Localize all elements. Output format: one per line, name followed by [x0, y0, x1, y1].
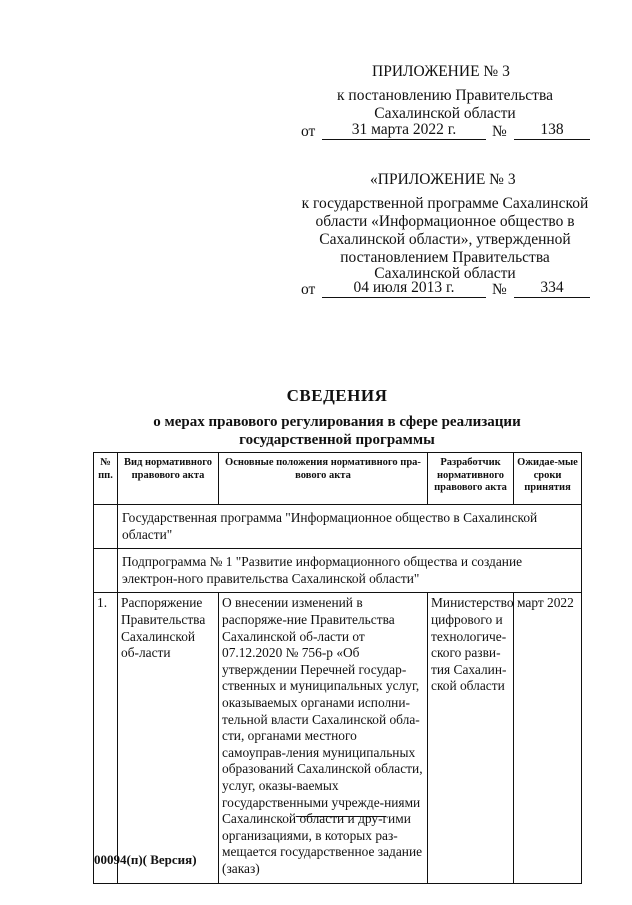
- col-header-num: № пп.: [94, 453, 118, 505]
- resolution-number-label: №: [492, 123, 507, 140]
- appendix-line-1: к государственной программе Сахалинской: [301, 195, 589, 212]
- row-developer: Министерство цифрового и технологиче-ского разви-тия Сахалин-ской области: [428, 593, 514, 884]
- col-header-provisions: Основные положения нормативного пра-вового акта: [219, 453, 428, 505]
- row-provisions: О внесении изменений в распоряже-ние Правительства Сахалинской об-ласти от 07.12.2020 № 756-р «Об утверждении Перечней государ-ственных и муниципальных услуг, оказываемых органами исполни-тельной власти Сахалинской обла-сти, органами местного самоуправ-ления муниципальных образований Сахалинской области, услуг, оказы-ваемых государственными учрежде-ниями Сахалинской области и дру-гими организациями, в которых раз-мещается государственное задание (заказ): [219, 593, 428, 884]
- subprogram-row: [94, 549, 582, 593]
- appendix-title: «ПРИЛОЖЕНИЕ № 3: [370, 171, 516, 188]
- appendix-date: 04 июля 2013 г.: [322, 279, 486, 298]
- table-row: [94, 593, 582, 884]
- col-header-act-type: Вид нормативного правового акта: [118, 453, 219, 505]
- resolution-line-1: к постановлению Правительства: [337, 87, 553, 104]
- document-title: СВЕДЕНИЯ: [286, 386, 388, 405]
- appendix-line-4: постановлением Правительства: [340, 249, 550, 266]
- appendix-line-5: Сахалинской области: [374, 265, 516, 282]
- document-subtitle-line-1: о мерах правового регулирования в сфере реализации: [153, 414, 521, 430]
- appendix-line-3: Сахалинской области», утвержденной: [319, 231, 571, 248]
- table-header-row: [94, 453, 582, 505]
- row-deadline: март 2022: [514, 593, 582, 884]
- resolution-date: 31 марта 2022 г.: [322, 121, 486, 140]
- resolution-number: 138: [514, 121, 590, 140]
- program-row: [94, 505, 582, 549]
- resolution-from-label: от: [301, 123, 316, 140]
- row-act-type: Распоряжение Правительства Сахалинской об-ласти: [118, 593, 219, 884]
- row-num: 1.: [94, 593, 118, 884]
- resolution-line-2: Сахалинской области: [374, 105, 516, 122]
- appendix-number: 334: [514, 279, 590, 298]
- appendix-number-label: №: [492, 281, 507, 298]
- appendix-line-2: области «Информационное общество в: [315, 213, 575, 230]
- appendix-from-label: от: [301, 281, 316, 298]
- col-header-deadline: Ожидае-мые сроки принятия: [514, 453, 582, 505]
- footer-code: 00094(п)( Версия): [94, 852, 197, 867]
- col-header-developer: Разработчик нормативного правового акта: [428, 453, 514, 505]
- header-title: ПРИЛОЖЕНИЕ № 3: [372, 63, 510, 80]
- measures-table: [93, 452, 582, 884]
- document-subtitle-line-2: государственной программы: [239, 432, 435, 448]
- subprogram-row-text: Подпрограмма № 1 "Развитие информационного общества и создание электрон-ного правительства Сахалинской области": [118, 549, 582, 593]
- closing-divider: [296, 816, 386, 817]
- program-row-text: Государственная программа "Информационное общество в Сахалинской области": [118, 505, 582, 549]
